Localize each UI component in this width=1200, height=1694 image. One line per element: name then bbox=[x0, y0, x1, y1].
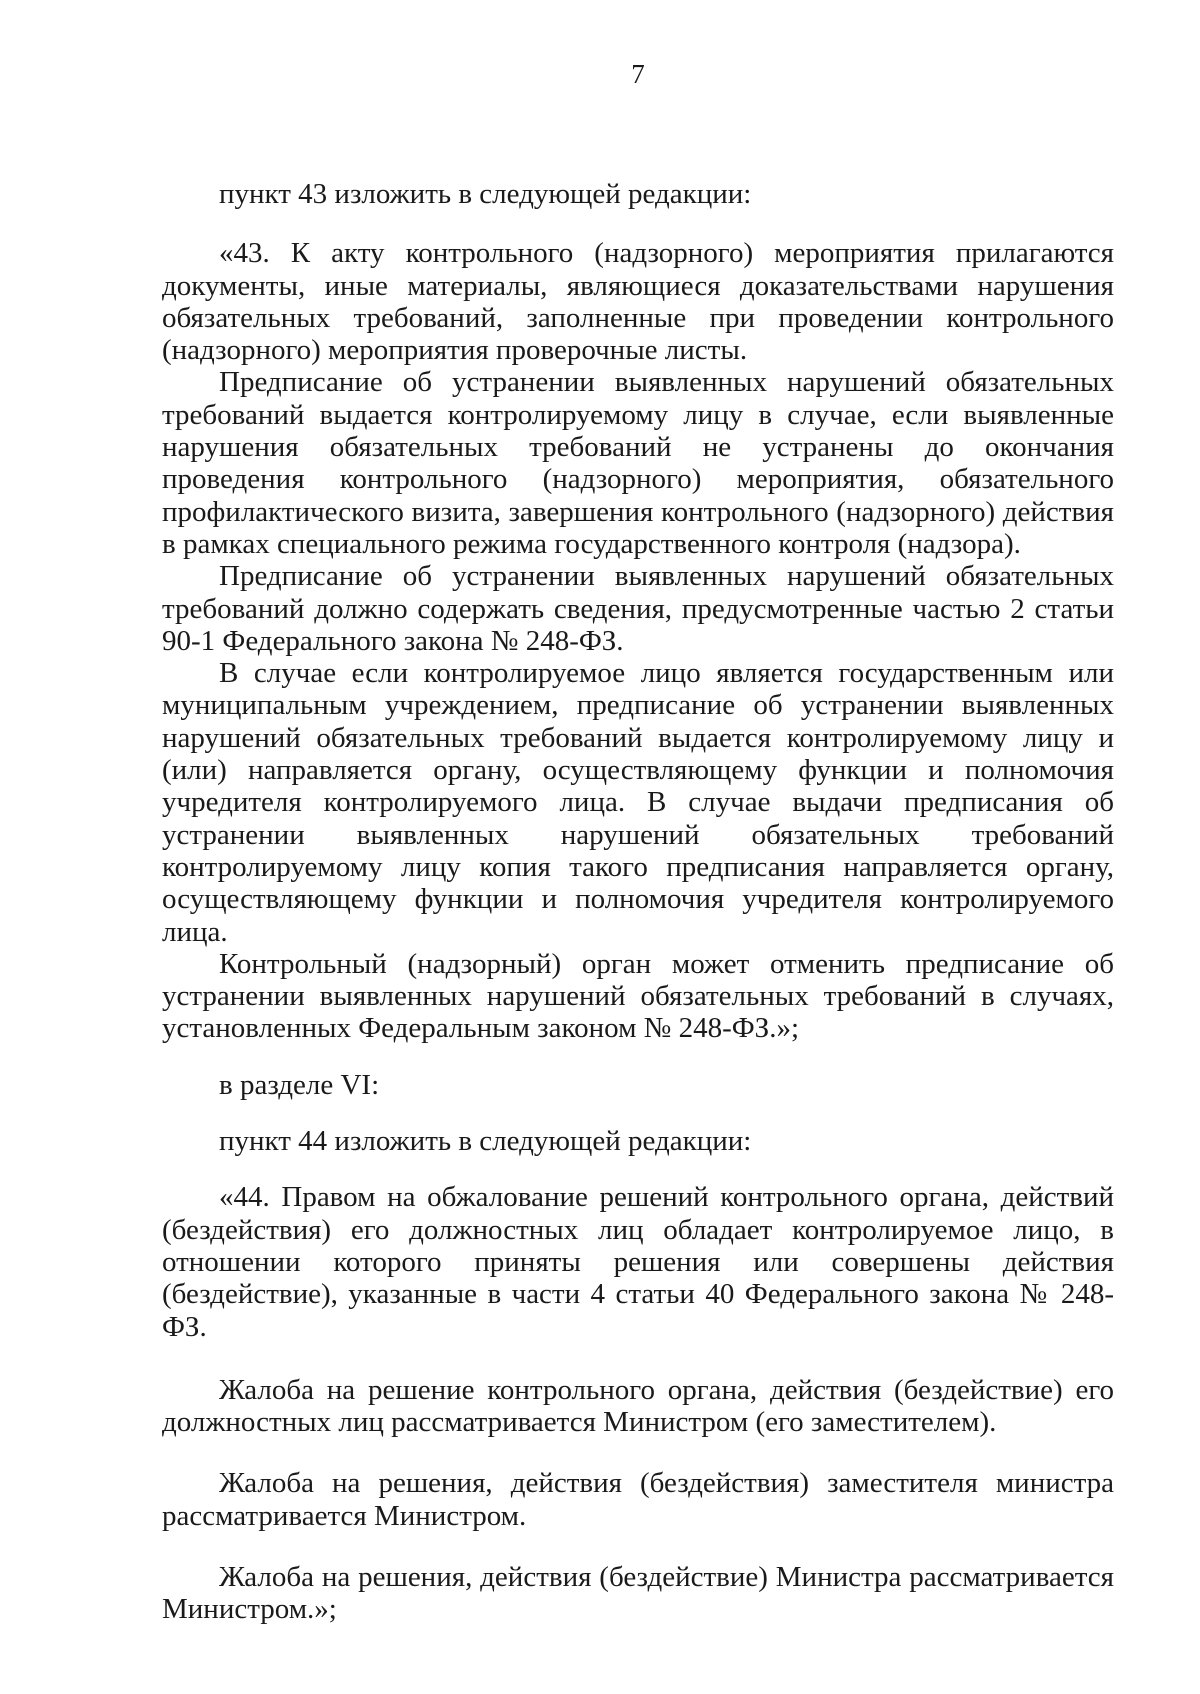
paragraph-order-issuance: Предписание об устранении выявленных нарушений обязательных требований выдается контролируемому лицу в случае, если выявленные нарушения обязательных требований не устранены до окончания проведения контрольного (надзорного) мероприятия, обязательного профилактического визита, завершения контрольного (надзорного) действия в рамках специального режима государственного контроля (надзора). bbox=[162, 366, 1114, 560]
paragraph-complaint-minister: Жалоба на решения, действия (бездействие) Министра рассматривается Министром.»; bbox=[162, 1560, 1114, 1626]
paragraph-item-43-attachments: «43. К акту контрольного (надзорного) мероприятия прилагаются документы, иные материалы, являющиеся доказательствами нарушения обязательных требований, заполненные при проведении контрольного (надзорного) мероприятия проверочные листы. bbox=[162, 237, 1114, 367]
paragraph-item-44-appeal-right: «44. Правом на обжалование решений контрольного органа, действий (бездействия) его должностных лиц обладает контролируемое лицо, в отношении которого приняты решения или совершены действия (бездействие), указанные в части 4 статьи 40 Федерального закона № 248-ФЗ. bbox=[162, 1181, 1114, 1343]
paragraph-order-cancellation: Контрольный (надзорный) орган может отменить предписание об устранении выявленных нарушений обязательных требований в случаях, установленных Федеральным законом № 248-ФЗ.»; bbox=[162, 947, 1114, 1045]
paragraph-order-contents: Предписание об устранении выявленных нарушений обязательных требований должно содержать сведения, предусмотренные частью 2 статьи 90-1 Федерального закона № 248-ФЗ. bbox=[162, 560, 1114, 657]
paragraph-state-institution: В случае если контролируемое лицо является государственным или муниципальным учреждением, предписание об устранении выявленных нарушений обязательных требований выдается контролируемому лицу и (или) направляется органу, осуществляющему функции и полномочия учредителя контролируемого лица. В случае выдачи предписания об устранении выявленных нарушений обязательных требований контролируемому лицу копия такого предписания направляется органу, осуществляющему функции и полномочия учредителя контролируемого лица. bbox=[162, 657, 1114, 948]
page-number: 7 bbox=[631, 59, 645, 89]
paragraph-section-vi: в разделе VI: bbox=[219, 1068, 380, 1101]
document-body bbox=[162, 178, 1114, 1626]
paragraph-amend-item-44: пункт 44 изложить в следующей редакции: bbox=[219, 1125, 752, 1158]
paragraph-complaint-officials: Жалоба на решение контрольного органа, действия (бездействие) его должностных лиц рассматривается Министром (его заместителем). bbox=[162, 1373, 1114, 1439]
paragraph-complaint-deputy: Жалоба на решения, действия (бездействия) заместителя министра рассматривается Министром. bbox=[162, 1467, 1114, 1532]
paragraph-amend-item-43: пункт 43 изложить в следующей редакции: bbox=[219, 178, 752, 210]
